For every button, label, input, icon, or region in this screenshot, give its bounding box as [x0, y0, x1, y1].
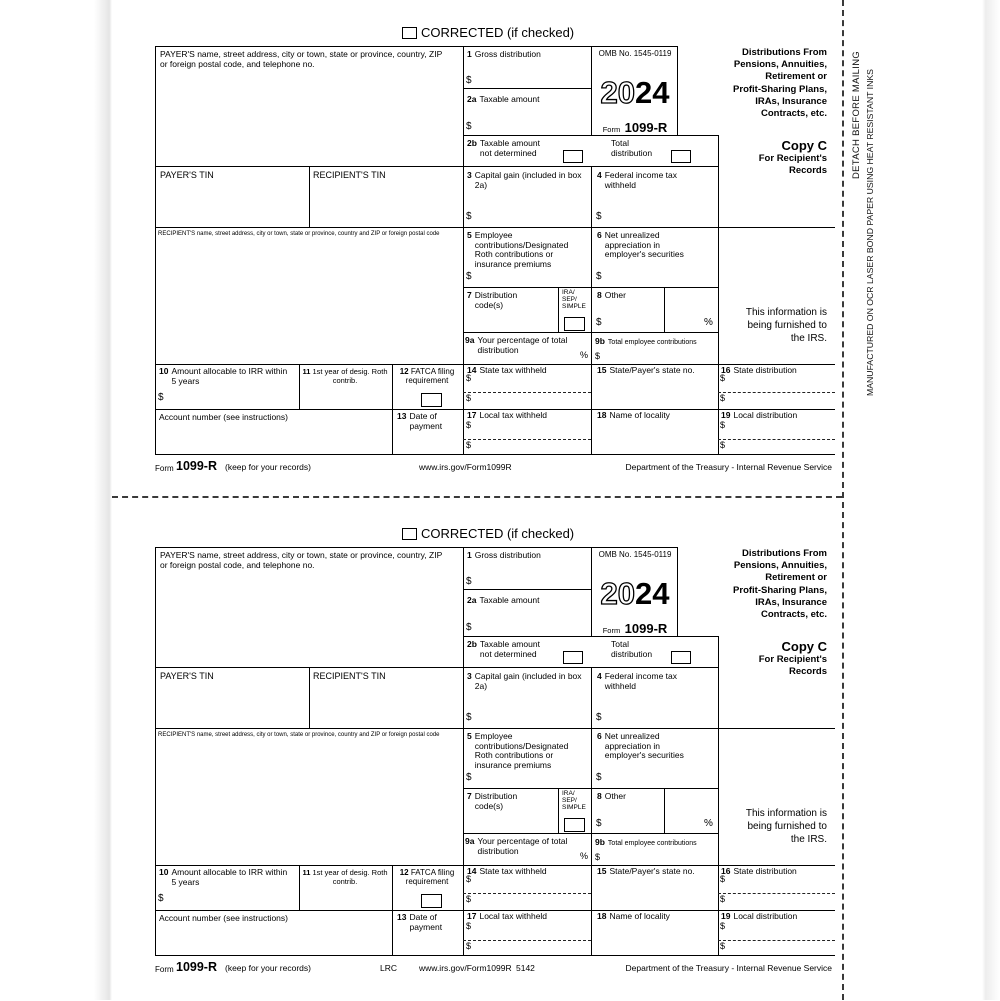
box14-dollar-2: $ [466, 393, 472, 403]
account-number-label: Account number (see instructions) [159, 913, 288, 923]
box9a-text: Your percentage of total distribution [477, 836, 568, 856]
box8-percent: % [704, 818, 713, 829]
box6-label [597, 231, 697, 260]
grid-line [718, 636, 719, 956]
paper-manufacture-note: MANUFACTURED ON OCR LASER BOND PAPER USING HEAT RESISTANT INKS [865, 69, 875, 397]
box2b-label [467, 139, 551, 158]
box9b-label [595, 337, 717, 348]
box2a-label [467, 95, 587, 105]
box19-label [721, 912, 833, 922]
form-1099r-sheet [0, 0, 1000, 500]
box10-dollar: $ [158, 392, 164, 403]
corrected-checkbox[interactable] [402, 27, 417, 39]
entry-divider-dashed [463, 893, 591, 894]
box9b-number: 9b [595, 336, 605, 346]
box4-label [597, 171, 689, 190]
total-distribution-label: Total distribution [611, 639, 653, 659]
copy-sub-line: For Recipient's [758, 654, 827, 665]
grid-line [463, 547, 464, 956]
form-title-line: Retirement or [765, 572, 827, 584]
grid-line [463, 135, 718, 136]
grid-line [155, 46, 677, 47]
grid-line [155, 227, 835, 228]
box17-number: 17 [467, 911, 477, 921]
entry-divider-dashed [718, 940, 835, 941]
box2b-number: 2b [467, 138, 477, 148]
box4-number: 4 [597, 170, 602, 180]
corrected-label: CORRECTED (if checked) [421, 526, 575, 541]
box11-label [301, 868, 389, 886]
box8-number: 8 [597, 290, 602, 300]
box8-label [597, 792, 657, 802]
box3-number: 3 [467, 170, 472, 180]
box10-label [159, 868, 291, 887]
tax-year-outline: 20 [600, 576, 635, 611]
grid-line [463, 88, 591, 89]
box12-text: FATCA filing requirement [405, 367, 455, 386]
box16-dollar-2: $ [720, 894, 726, 904]
box19-dollar-2: $ [720, 440, 726, 450]
box9b-dollar: $ [595, 852, 601, 862]
box8-label [597, 291, 657, 301]
grid-line [591, 667, 592, 956]
box11-text: 1st year of desig. Roth contrib. [312, 868, 388, 887]
total-distribution-checkbox[interactable] [671, 150, 691, 163]
footer-keep-note: (keep for your records) [225, 462, 311, 472]
form-word: Form [602, 125, 621, 134]
box19-text: Local distribution [733, 911, 798, 921]
box16-text: State distribution [733, 365, 797, 375]
entry-divider-dashed [463, 439, 591, 440]
box1-text: Gross distribution [474, 550, 541, 560]
box16-label [721, 867, 833, 877]
form-title-line: Retirement or [765, 71, 827, 83]
box6-dollar: $ [596, 271, 602, 282]
box17-label [467, 411, 579, 421]
box15-label [597, 867, 715, 877]
footer-keep-note: (keep for your records) [225, 963, 311, 973]
grid-line [309, 166, 310, 227]
box9b-label [595, 838, 717, 849]
furnished-line: the IRS. [790, 834, 827, 846]
box13-label [397, 412, 447, 431]
box9a-number: 9a [465, 836, 475, 846]
box2a-dollar: $ [466, 622, 472, 633]
form-title-line: IRAs, Insurance [755, 95, 827, 107]
box1-dollar: $ [466, 576, 472, 587]
payer-info-label [160, 551, 446, 570]
box18-label [597, 912, 715, 922]
box12-number: 12 [399, 868, 409, 877]
footer-form-number: 1099-R [176, 960, 217, 974]
furnished-line: being furnished to [747, 821, 827, 833]
box13-number: 13 [397, 411, 407, 421]
box7-number: 7 [467, 791, 472, 801]
box16-label [721, 366, 833, 376]
grid-line [558, 788, 559, 833]
box1-label [467, 50, 587, 60]
box3-text: Capital gain (included in box 2a) [474, 170, 582, 190]
box16-dollar-1: $ [720, 373, 726, 383]
grid-line [309, 667, 310, 728]
box17-text: Local tax withheld [479, 911, 548, 921]
box9b-dollar: $ [595, 351, 601, 361]
form-1099r-sheet [0, 501, 1000, 1001]
form-title-line: Distributions From [742, 47, 827, 58]
grid-line [155, 547, 677, 548]
box18-number: 18 [597, 911, 607, 921]
grid-line [155, 454, 835, 455]
box5-label [467, 231, 575, 269]
box1-number: 1 [467, 49, 472, 59]
box17-dollar-1: $ [466, 420, 472, 430]
grid-line [558, 287, 559, 332]
box11-number: 11 [302, 868, 311, 877]
box14-label [467, 867, 579, 877]
box9a-percent: % [580, 851, 589, 861]
form-word: Form [602, 626, 621, 635]
box10-text: Amount allocable to IRR within 5 years [171, 366, 288, 386]
entry-divider-dashed [463, 940, 591, 941]
box8-text: Other [604, 290, 626, 300]
box5-text: Employee contributions/Designated Roth contributions or insurance premiums [474, 731, 569, 770]
footer-department: Department of the Treasury - Internal Revenue Service [625, 462, 832, 472]
payer-tin-label: PAYER'S TIN [160, 671, 214, 681]
form-title [627, 47, 827, 120]
box19-dollar-2: $ [720, 941, 726, 951]
box16-number: 16 [721, 365, 731, 375]
box9b-text: Total employee contributions [607, 840, 697, 847]
form-title-line: Pensions, Annuities, [733, 59, 827, 71]
form-title-line: IRAs, Insurance [755, 596, 827, 608]
box14-number: 14 [467, 866, 477, 876]
box3-text: Capital gain (included in box 2a) [474, 671, 582, 691]
box4-text: Federal income tax withheld [604, 170, 678, 190]
grid-line [155, 955, 835, 956]
box7-label [467, 291, 542, 310]
grid-line [463, 46, 464, 455]
box9b-number: 9b [595, 837, 605, 847]
form-title-line: Profit-Sharing Plans, [733, 83, 827, 95]
box9a-percent: % [580, 350, 589, 360]
box6-text: Net unrealized appreciation in employer's securities [604, 731, 684, 761]
corrected-checkbox[interactable] [402, 528, 417, 540]
form-title-line: Profit-Sharing Plans, [733, 584, 827, 596]
grid-line [591, 46, 592, 135]
grid-line [155, 547, 156, 956]
form-title-line: Contracts, etc. [761, 108, 827, 120]
box12-number: 12 [399, 367, 409, 376]
box9a-number: 9a [465, 335, 475, 345]
account-number-label: Account number (see instructions) [159, 412, 288, 422]
payer-tin-label: PAYER'S TIN [160, 170, 214, 180]
grid-line [463, 636, 718, 637]
payer-info-text: PAYER'S name, street address, city or town, state or province, country, ZIP or foreign postal code, and telephone no. [160, 49, 443, 69]
grid-line [718, 135, 719, 455]
box7-text: Distribution code(s) [474, 791, 518, 811]
box18-text: Name of locality [609, 911, 670, 921]
box13-text: Date of payment [409, 411, 443, 431]
box8-dollar: $ [596, 317, 602, 328]
box2b-number: 2b [467, 639, 477, 649]
recipient-info-label: RECIPIENT'S name, street address, city or town, state or province, country and ZIP or foreign postal code [158, 231, 440, 237]
furnished-line: the IRS. [790, 333, 827, 345]
box19-number: 19 [721, 410, 731, 420]
form-title-line: Contracts, etc. [761, 609, 827, 621]
box10-text: Amount allocable to IRR within 5 years [171, 867, 288, 887]
form-title-line: Distributions From [742, 548, 827, 559]
box10-number: 10 [159, 867, 169, 877]
footer-form-number: 1099-R [176, 459, 217, 473]
box3-label [467, 171, 583, 190]
box15-number: 15 [597, 866, 607, 876]
form-number-block [593, 119, 677, 137]
tax-year-outline: 20 [600, 75, 635, 110]
omb-number: OMB No. 1545-0119 [598, 550, 672, 559]
box9a-label [465, 837, 577, 856]
form-number: 1099-R [624, 120, 668, 135]
box14-dollar-1: $ [466, 874, 472, 884]
form-number: 1099-R [624, 621, 668, 636]
grid-line [299, 364, 300, 409]
box2a-number: 2a [467, 94, 477, 104]
form-number-block [593, 620, 677, 638]
furnished-line: being furnished to [747, 320, 827, 332]
box17-dollar-2: $ [466, 941, 472, 951]
box1-dollar: $ [466, 75, 472, 86]
footer-website: www.irs.gov/Form1099R [419, 963, 512, 973]
box4-number: 4 [597, 671, 602, 681]
box15-text: State/Payer's state no. [609, 365, 695, 375]
recipient-tin-label: RECIPIENT'S TIN [313, 671, 386, 681]
box5-dollar: $ [466, 271, 472, 282]
omb-number: OMB No. 1545-0119 [598, 49, 672, 58]
tax-year-bold: 24 [635, 75, 670, 110]
box3-dollar: $ [466, 211, 472, 222]
box17-text: Local tax withheld [479, 410, 548, 420]
box8-percent: % [704, 317, 713, 328]
box6-number: 6 [597, 731, 602, 741]
box13-number: 13 [397, 912, 407, 922]
grid-line [155, 46, 156, 455]
box9a-text: Your percentage of total distribution [477, 335, 568, 355]
footer-form-word: Form [155, 965, 174, 974]
box17-label [467, 912, 579, 922]
entry-divider-dashed [718, 439, 835, 440]
box14-text: State tax withheld [479, 866, 547, 876]
box12-text: FATCA filing requirement [405, 868, 455, 887]
ira-sep-simple-checkbox[interactable] [564, 317, 585, 331]
box6-label [597, 732, 697, 761]
ira-sep-simple-checkbox[interactable] [564, 818, 585, 832]
grid-line [591, 166, 592, 455]
detach-before-mailing-note: DETACH BEFORE MAILING [851, 50, 862, 180]
fatca-checkbox[interactable] [421, 393, 442, 407]
box19-dollar-1: $ [720, 921, 726, 931]
form-title-line: Pensions, Annuities, [733, 560, 827, 572]
total-distribution-checkbox[interactable] [671, 651, 691, 664]
grid-line [155, 728, 835, 729]
box14-text: State tax withheld [479, 365, 547, 375]
box3-label [467, 672, 583, 691]
box5-number: 5 [467, 731, 472, 741]
box2a-text: Taxable amount [479, 94, 540, 104]
box1-label [467, 551, 587, 561]
box6-text: Net unrealized appreciation in employer's securities [604, 230, 684, 260]
box11-number: 11 [302, 367, 311, 376]
box5-label [467, 732, 575, 770]
taxable-not-determined-checkbox[interactable] [563, 651, 583, 664]
box19-dollar-1: $ [720, 420, 726, 430]
box2a-label [467, 596, 587, 606]
payer-info-label [160, 50, 446, 69]
box1-text: Gross distribution [474, 49, 541, 59]
footer-department: Department of the Treasury - Internal Revenue Service [625, 963, 832, 973]
ira-sep-simple-label: IRA/ SEP/ SIMPLE [562, 289, 586, 310]
recipient-tin-label: RECIPIENT'S TIN [313, 170, 386, 180]
box4-dollar: $ [596, 712, 602, 723]
box16-number: 16 [721, 866, 731, 876]
box10-number: 10 [159, 366, 169, 376]
box4-text: Federal income tax withheld [604, 671, 678, 691]
footer-lrc: LRC [380, 963, 398, 973]
box8-text: Other [604, 791, 626, 801]
copy-sub-line: For Recipient's [758, 153, 827, 164]
footer-form-word: Form [155, 464, 174, 473]
box4-label [597, 672, 689, 691]
box3-number: 3 [467, 671, 472, 681]
box8-dollar: $ [596, 818, 602, 829]
box18-label [597, 411, 715, 421]
box2b-label [467, 640, 551, 659]
box11-text: 1st year of desig. Roth contrib. [312, 367, 388, 386]
box10-label [159, 367, 291, 386]
box2b-text: Taxable amount not determined [479, 639, 540, 659]
box9a-label [465, 336, 577, 355]
entry-divider-dashed [718, 392, 835, 393]
box7-number: 7 [467, 290, 472, 300]
copy-sub-line: Records [788, 666, 827, 677]
furnished-line: This information is [745, 307, 827, 318]
entry-divider-dashed [718, 893, 835, 894]
furnished-line: This information is [745, 808, 827, 819]
box14-label [467, 366, 579, 376]
box18-text: Name of locality [609, 410, 670, 420]
box5-dollar: $ [466, 772, 472, 783]
box4-dollar: $ [596, 211, 602, 222]
form-title [627, 548, 827, 621]
box14-dollar-1: $ [466, 373, 472, 383]
box13-text: Date of payment [409, 912, 443, 932]
box6-number: 6 [597, 230, 602, 240]
box14-dollar-2: $ [466, 894, 472, 904]
box8-number: 8 [597, 791, 602, 801]
box16-text: State distribution [733, 866, 797, 876]
taxable-not-determined-checkbox[interactable] [563, 150, 583, 163]
box5-text: Employee contributions/Designated Roth contributions or insurance premiums [474, 230, 569, 269]
box15-text: State/Payer's state no. [609, 866, 695, 876]
payer-info-text: PAYER'S name, street address, city or town, state or province, country, ZIP or foreign postal code, and telephone no. [160, 550, 443, 570]
box16-dollar-2: $ [720, 393, 726, 403]
copy-sub-line: Records [788, 165, 827, 176]
box2a-text: Taxable amount [479, 595, 540, 605]
box2a-number: 2a [467, 595, 477, 605]
box14-number: 14 [467, 365, 477, 375]
corrected-label: CORRECTED (if checked) [421, 25, 575, 40]
box13-label [397, 913, 447, 932]
box16-dollar-1: $ [720, 874, 726, 884]
box5-number: 5 [467, 230, 472, 240]
box17-number: 17 [467, 410, 477, 420]
box19-number: 19 [721, 911, 731, 921]
box19-label [721, 411, 833, 421]
grid-line [392, 364, 393, 455]
entry-divider-dashed [463, 392, 591, 393]
box9b-text: Total employee contributions [607, 339, 697, 346]
box10-dollar: $ [158, 893, 164, 904]
box15-number: 15 [597, 365, 607, 375]
grid-line [591, 547, 592, 636]
box3-dollar: $ [466, 712, 472, 723]
box6-dollar: $ [596, 772, 602, 783]
box18-number: 18 [597, 410, 607, 420]
box12-label [394, 367, 460, 385]
grid-line [299, 865, 300, 910]
box17-dollar-1: $ [466, 921, 472, 931]
box19-text: Local distribution [733, 410, 798, 420]
box2a-dollar: $ [466, 121, 472, 132]
box2b-text: Taxable amount not determined [479, 138, 540, 158]
footer-website: www.irs.gov/Form1099R [419, 462, 512, 472]
copy-label: Copy C [781, 138, 827, 153]
ira-sep-simple-label: IRA/ SEP/ SIMPLE [562, 790, 586, 811]
recipient-info-label: RECIPIENT'S name, street address, city or town, state or province, country and ZIP or foreign postal code [158, 732, 440, 738]
box7-label [467, 792, 542, 811]
box11-label [301, 367, 389, 385]
box17-dollar-2: $ [466, 440, 472, 450]
grid-line [392, 865, 393, 956]
box1-number: 1 [467, 550, 472, 560]
box15-label [597, 366, 715, 376]
box12-label [394, 868, 460, 886]
copy-label: Copy C [781, 639, 827, 654]
tax-year-bold: 24 [635, 576, 670, 611]
grid-line [463, 589, 591, 590]
fatca-checkbox[interactable] [421, 894, 442, 908]
total-distribution-label: Total distribution [611, 138, 653, 158]
box7-text: Distribution code(s) [474, 290, 518, 310]
footer-code: 5142 [516, 963, 535, 973]
